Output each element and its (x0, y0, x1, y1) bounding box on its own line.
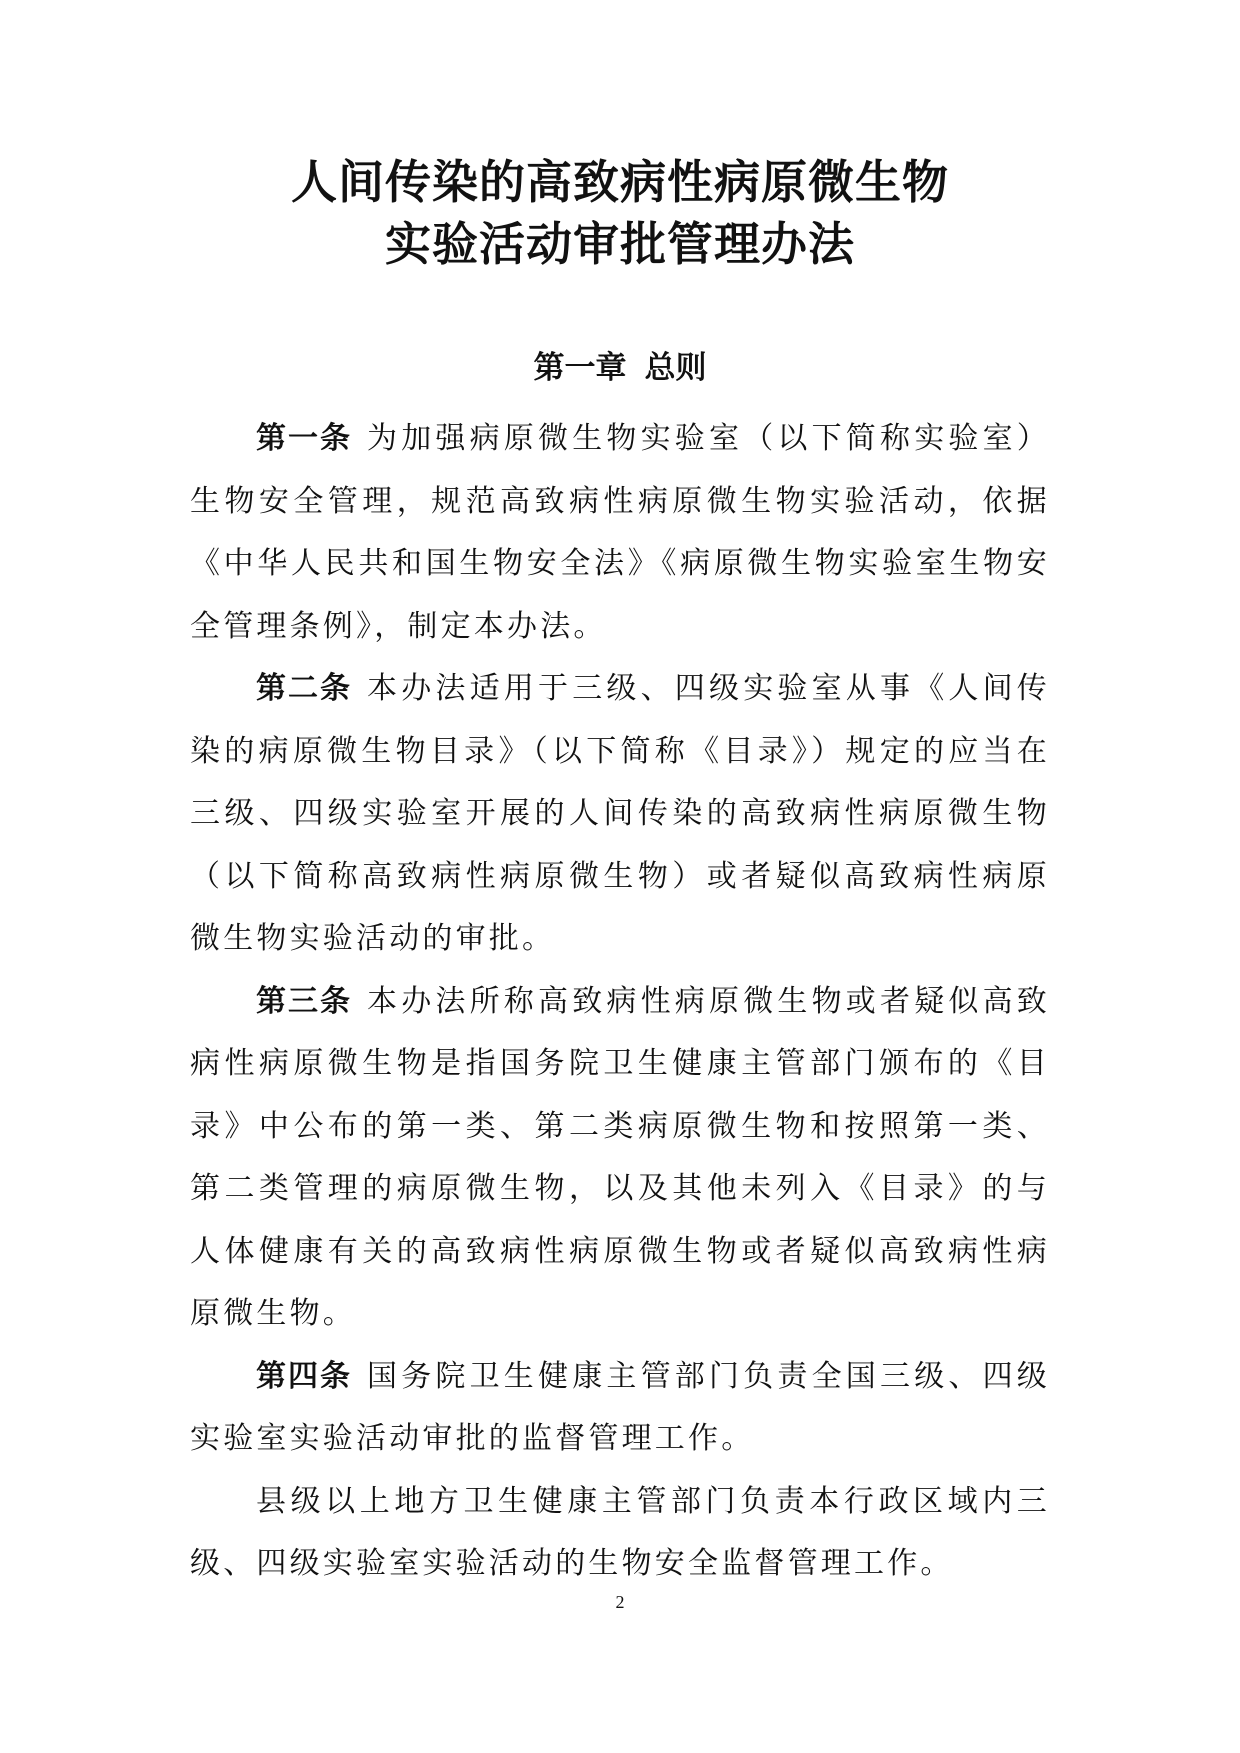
article-2 (190, 658, 1050, 971)
chapter-number: 第一章 (533, 350, 627, 386)
article-4-paragraph-2 (190, 1471, 1050, 1596)
document-title-line-2: 实验活动审批管理办法 (385, 217, 855, 271)
article-number: 第一条 (256, 421, 352, 456)
article-text: 国务院卫生健康主管部门负责全国三级、四级实验室实验活动审批的监督管理工作。 (190, 1358, 1050, 1456)
chapter-heading (0, 346, 1240, 390)
article-1 (190, 408, 1050, 658)
article-text: 本办法所称高致病性病原微生物或者疑似高致病性病原微生物是指国务院卫生健康主管部门颁布的《目录》中公布的第一类、第二类病原微生物和按照第一类、第二类管理的病原微生物，以及其他未列入《目录》的与人体健康有关的高致病性病原微生物或者疑似高致病性病原微生物。 (190, 983, 1050, 1331)
chapter-name: 总则 (644, 350, 707, 386)
article-number: 第三条 (256, 983, 352, 1019)
article-3 (190, 971, 1050, 1346)
article-number: 第二条 (256, 671, 352, 706)
document-body (190, 408, 1050, 1596)
article-text: 为加强病原微生物实验室（以下简称实验室）生物安全管理，规范高致病性病原微生物实验活动，依据《中华人民共和国生物安全法》《病原微生物实验室生物安全管理条例》，制定本办法。 (190, 421, 1050, 644)
document-title-line-1: 人间传染的高致病性病原微生物 (291, 155, 949, 209)
article-4 (190, 1346, 1050, 1471)
page-number: 2 (615, 1592, 625, 1612)
article-text: 县级以上地方卫生健康主管部门负责本行政区域内三级、四级实验室实验活动的生物安全监督管理工作。 (190, 1483, 1050, 1581)
article-number: 第四条 (256, 1358, 352, 1394)
article-text: 本办法适用于三级、四级实验室从事《人间传染的病原微生物目录》（以下简称《目录》）规定的应当在三级、四级实验室开展的人间传染的高致病性病原微生物（以下简称高致病性病原微生物）或者疑似高致病性病原微生物实验活动的审批。 (190, 671, 1050, 956)
